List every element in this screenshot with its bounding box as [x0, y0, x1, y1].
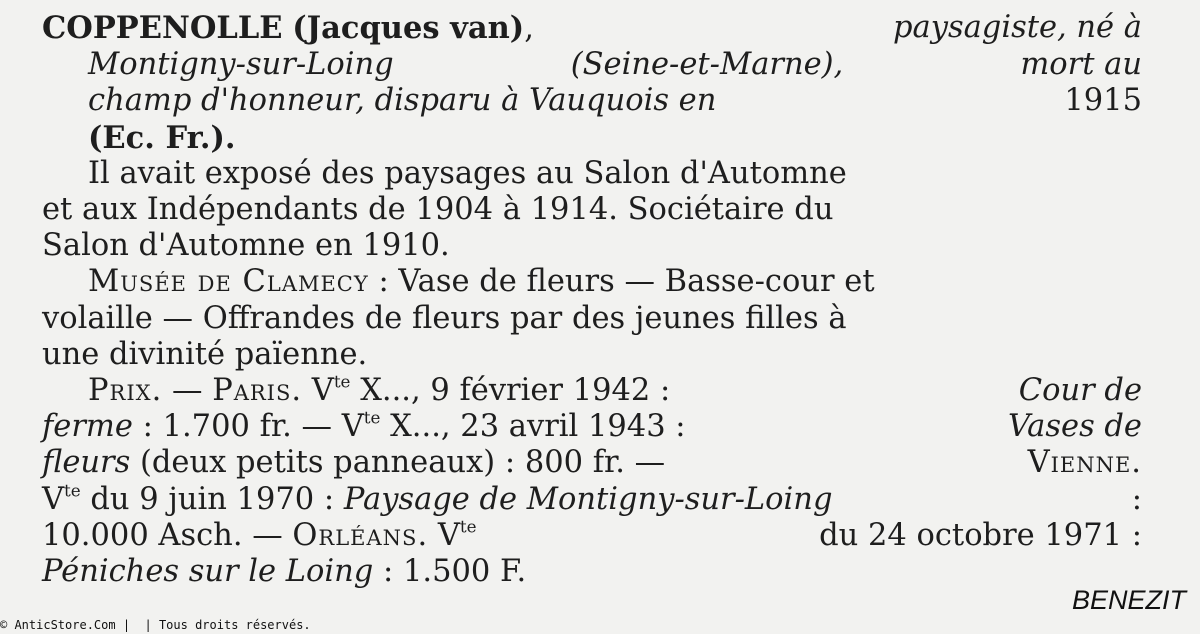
death-year: 1915: [1064, 83, 1142, 119]
prices-line-2: [42, 409, 1142, 445]
work-title: fleurs: [42, 445, 131, 481]
department: (Seine-et-Marne),: [570, 47, 844, 83]
sale-abbrev-sup: te: [64, 480, 81, 501]
city-orleans: Orléans.: [292, 517, 429, 553]
entry-line-4: [42, 120, 1142, 156]
prices-line-4: [42, 482, 1142, 518]
death-place: champ d'honneur, disparu à Vauquois en: [88, 83, 717, 119]
sale-abbrev: V: [437, 517, 460, 553]
sale-abbrev-sup: te: [333, 371, 351, 392]
artist-firstname: (Jacques van): [292, 10, 525, 46]
birthplace: Montigny-sur-Loing: [88, 47, 394, 83]
sale-abbrev: V: [341, 409, 364, 445]
bio-text: Salon d'Automne en 1910.: [42, 228, 450, 264]
sale-date: du 24 octobre 1971 :: [819, 517, 1142, 553]
museum-line-3: [42, 337, 1142, 373]
entry-line-3: [42, 83, 1142, 119]
museum-line-2: [42, 301, 1142, 337]
work-title: Paysage de Montigny-sur-Loing: [343, 481, 833, 517]
price: (deux petits panneaux) : 800 fr. —: [139, 445, 666, 481]
prices-line-5: [42, 518, 1142, 554]
school-label: (Ec. Fr.).: [88, 119, 236, 156]
artist-surname: COPPENOLLE: [42, 10, 283, 46]
sale-abbrev-sup: te: [459, 516, 477, 537]
copyright-footer: © AnticStore.Com | | Tous droits réservés.: [0, 618, 311, 632]
bio-text: Il avait exposé des paysages au Salon d'Automne: [88, 155, 847, 191]
bio-line-2: [42, 192, 1142, 228]
prices-line-1: [42, 373, 1142, 409]
artist-description: paysagiste, né à: [893, 10, 1142, 45]
bio-text: et aux Indépendants de 1904 à 1914. Sociétaire du: [42, 192, 834, 228]
bio-line-1: [42, 156, 1142, 192]
benezit-watermark: BENEZIT: [1071, 585, 1186, 615]
sale-abbrev: V: [311, 373, 334, 409]
work-title: Cour de: [1018, 373, 1142, 409]
dictionary-entry: [42, 10, 1142, 590]
sale-abbrev-sup: te: [363, 407, 381, 428]
price: : 1.500 F.: [383, 554, 527, 590]
sale-date: X..., 9 février 1942 :: [360, 373, 671, 409]
death-text: mort au: [1020, 47, 1142, 83]
museum-works: volaille — Offrandes de fleurs par des jeunes filles à: [42, 300, 847, 336]
sale-date: du 9 juin 1970 :: [90, 481, 335, 517]
sale-abbrev: V: [42, 481, 65, 517]
sale-date: X..., 23 avril 1943 :: [390, 409, 686, 445]
prices-line-6: [42, 554, 1142, 590]
entry-line-1: COPPENOLLE (Jacques van), paysagiste, né à: [42, 10, 1142, 46]
prices-line-3: [42, 445, 1142, 481]
work-title: Vases de: [1007, 409, 1142, 445]
work-title: Péniches sur le Loing: [42, 554, 374, 590]
city-vienne: Vienne.: [1027, 445, 1142, 481]
museum-line-1: [42, 264, 1142, 300]
colon: :: [1131, 481, 1142, 517]
museum-name: Musée de Clamecy: [88, 264, 369, 300]
work-title: ferme: [42, 409, 133, 445]
price: 10.000 Asch. —: [42, 517, 283, 553]
city-paris: Paris.: [212, 373, 303, 409]
dash: —: [171, 373, 203, 409]
museum-works: une divinité païenne.: [42, 336, 368, 372]
museum-works: : Vase de fleurs — Basse-cour et: [378, 264, 875, 300]
prices-label: Prix.: [88, 373, 163, 409]
entry-line-2: [42, 47, 1142, 83]
bio-line-3: [42, 228, 1142, 264]
price: : 1.700 fr. —: [142, 409, 332, 445]
